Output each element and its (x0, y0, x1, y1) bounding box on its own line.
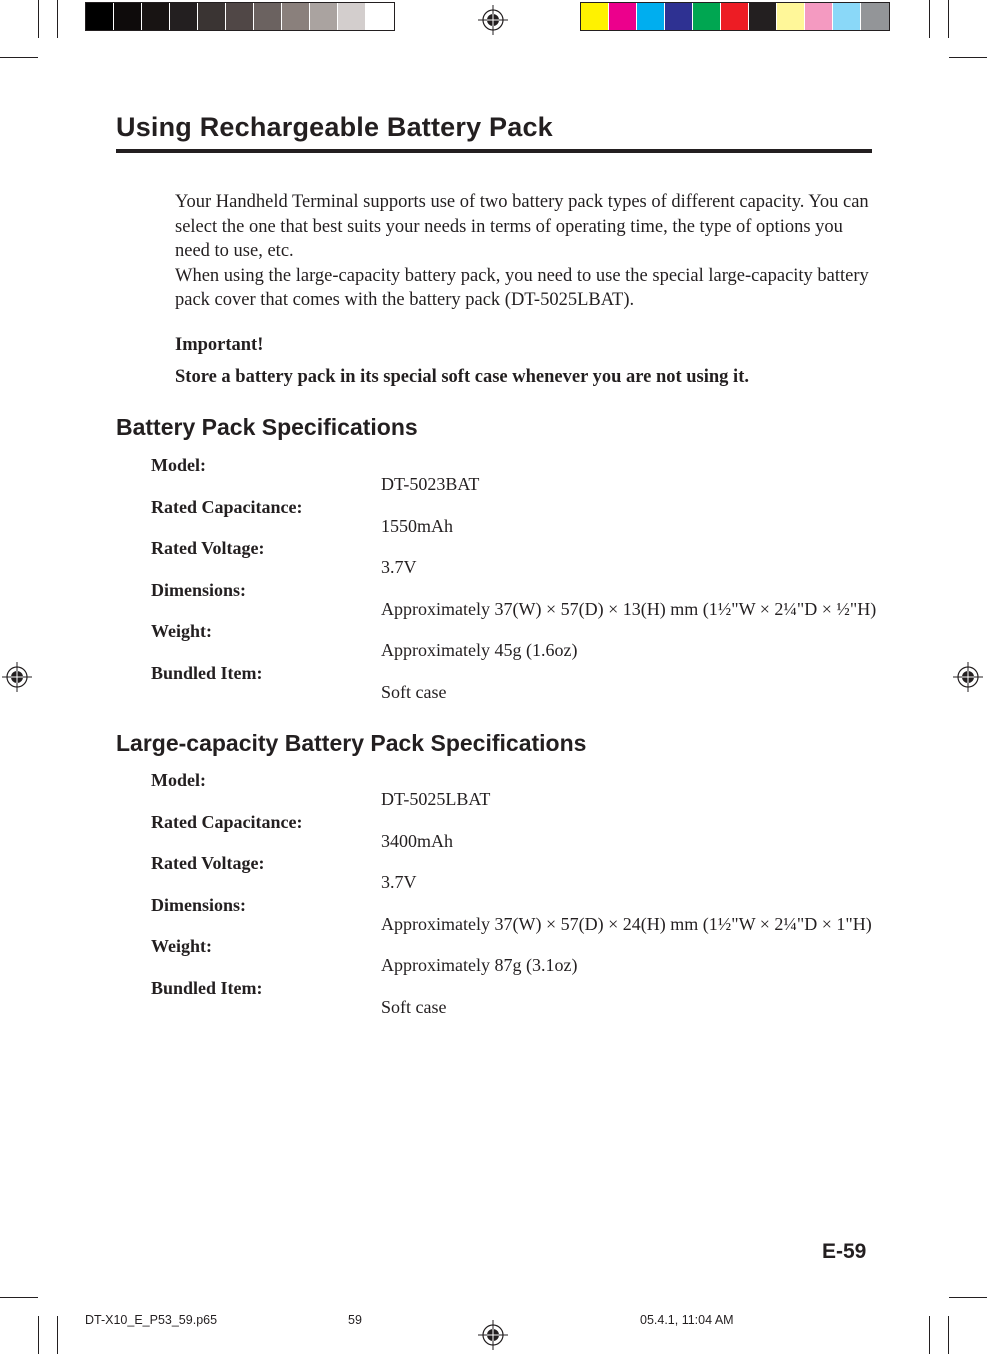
spec-label: Rated Capacitance: (151, 811, 303, 832)
spec-value: Approximately 45g (1.6oz) (381, 640, 578, 661)
spec-label: Bundled Item: (151, 977, 263, 998)
crop-mark (0, 1297, 38, 1298)
large-battery-pack-spec-list (151, 770, 881, 1020)
color-swatch (665, 3, 693, 30)
spec-value: Soft case (381, 681, 447, 702)
color-swatch (777, 3, 805, 30)
crop-mark (57, 0, 58, 38)
registration-mark-icon (478, 5, 508, 35)
spec-label: Model: (151, 455, 206, 475)
gray-swatch (170, 3, 198, 30)
gray-swatch (226, 3, 254, 30)
gray-swatch (198, 3, 226, 30)
gray-swatch (86, 3, 114, 30)
crop-mark (57, 1316, 58, 1354)
important-label: Important! (175, 335, 264, 355)
spec-label: Dimensions: (151, 579, 247, 600)
page-number: E-59 (822, 1240, 867, 1263)
spec-row (151, 895, 881, 937)
spec-value: DT-5023BAT (381, 474, 480, 494)
spec-value: 3.7V (381, 872, 417, 893)
color-swatch (805, 3, 833, 30)
spec-row (151, 580, 881, 622)
spec-row (151, 538, 881, 580)
gray-swatch (366, 3, 394, 30)
color-swatch (581, 3, 609, 30)
gray-swatch (282, 3, 310, 30)
intro-paragraph: Your Handheld Terminal supports use of two battery pack types of different capacity. You can select the one that best suits your needs in terms of operating time, the type of options you need to use, etc. (175, 192, 869, 261)
gray-swatch (310, 3, 338, 30)
spec-value: Approximately 37(W) × 57(D) × 13(H) mm (1½"W × 2¼"D × ½"H) (381, 598, 877, 619)
spec-value: Approximately 37(W) × 57(D) × 24(H) mm (1½"W × 2¼"D × 1"H) (381, 913, 872, 934)
spec-row (151, 455, 881, 497)
spec-label: Rated Voltage: (151, 853, 265, 874)
gray-swatch (114, 3, 142, 30)
intro-text (175, 190, 875, 313)
spec-row (151, 497, 881, 539)
color-swatch (833, 3, 861, 30)
page-title: Using Rechargeable Battery Pack (116, 112, 553, 142)
grayscale-color-bar (85, 2, 395, 31)
crop-mark (929, 1316, 930, 1354)
color-swatch (637, 3, 665, 30)
spec-row (151, 663, 881, 705)
title-underline (116, 149, 872, 153)
spec-label: Weight: (151, 936, 212, 957)
spec-row (151, 936, 881, 978)
spec-value: DT-5025LBAT (381, 789, 491, 809)
color-swatch (609, 3, 637, 30)
spec-row (151, 853, 881, 895)
slug-page-number: 59 (348, 1313, 362, 1327)
registration-mark-icon (2, 662, 32, 692)
spec-label: Bundled Item: (151, 662, 263, 683)
color-swatch (693, 3, 721, 30)
spec-row (151, 978, 881, 1020)
spec-value: 3.7V (381, 557, 417, 578)
spec-label: Model: (151, 770, 206, 790)
crop-mark (949, 1297, 987, 1298)
spec-value: Approximately 87g (3.1oz) (381, 955, 578, 976)
crop-mark (0, 57, 38, 58)
slug-filename: DT-X10_E_P53_59.p65 (85, 1313, 218, 1327)
color-swatch (721, 3, 749, 30)
color-swatch (861, 3, 889, 30)
crop-mark (948, 0, 949, 38)
crop-mark (948, 1316, 949, 1354)
crop-mark (949, 57, 987, 58)
slug-timestamp: 05.4.1, 11:04 AM (640, 1313, 734, 1327)
spec-value: 1550mAh (381, 515, 453, 536)
crop-mark (929, 0, 930, 38)
gray-swatch (338, 3, 366, 30)
spec-label: Rated Capacitance: (151, 496, 303, 517)
spec-value: 3400mAh (381, 830, 453, 851)
process-color-bar (580, 2, 890, 31)
spec-row (151, 621, 881, 663)
section-heading-battery-pack: Battery Pack Specifications (116, 414, 418, 440)
crop-mark (38, 1316, 39, 1354)
crop-mark (38, 0, 39, 38)
section-heading-large-battery-pack: Large-capacity Battery Pack Specifications (116, 730, 587, 756)
registration-mark-icon (953, 662, 983, 692)
spec-row (151, 770, 881, 812)
gray-swatch (142, 3, 170, 30)
spec-value: Soft case (381, 996, 447, 1017)
spec-label: Rated Voltage: (151, 538, 265, 559)
intro-paragraph: When using the large-capacity battery pack, you need to use the special large-capacity battery pack cover that comes with the battery pack (DT-5025LBAT). (175, 265, 869, 310)
battery-pack-spec-list (151, 455, 881, 705)
registration-mark-icon (478, 1320, 508, 1350)
gray-swatch (254, 3, 282, 30)
color-swatch (749, 3, 777, 30)
spec-label: Weight: (151, 621, 212, 642)
spec-label: Dimensions: (151, 894, 247, 915)
important-note: Store a battery pack in its special soft case whenever you are not using it. (175, 367, 749, 387)
spec-row (151, 812, 881, 854)
